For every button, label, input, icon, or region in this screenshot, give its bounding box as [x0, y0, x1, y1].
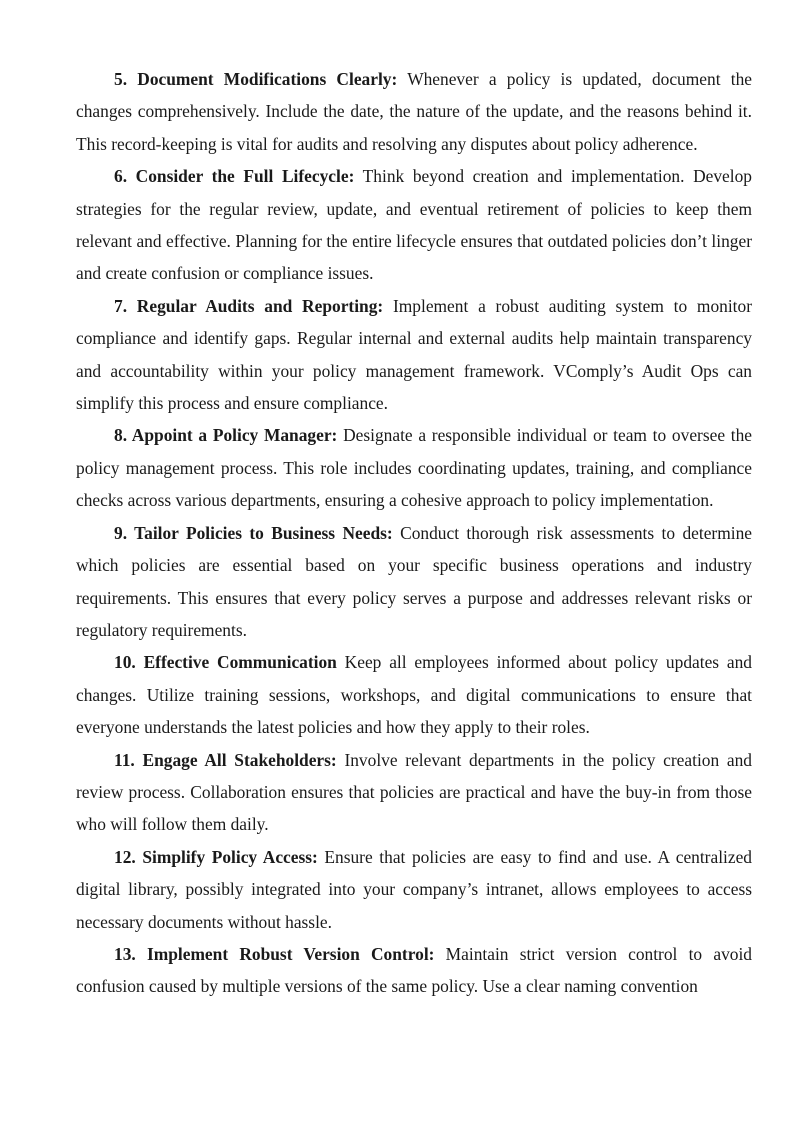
paragraph-engage-stakeholders: [76, 744, 752, 841]
paragraph-heading: 11. Engage All Stakeholders:: [114, 749, 337, 770]
paragraph-body: Implement a robust auditing system to monitor compliance and identify gaps. Regular internal and external audits help maintain transparency and accountability within your policy management framework. VComply’s Audit Ops can simplify this process and ensure compliance.: [76, 295, 752, 414]
paragraph-body: Designate a responsible individual or team to oversee the policy management process. This role includes coordinating updates, training, and compliance checks across various departments, ensuring a cohesive approach to policy implementation.: [76, 425, 753, 511]
paragraph-body: Ensure that policies are easy to find and use. A centralized digital library, possibly integrated into your company’s intranet, allows employees to access necessary documents without hassle.: [76, 846, 752, 932]
paragraph-effective-communication: [76, 646, 752, 743]
paragraph-body: Maintain strict version control to avoid confusion caused by multiple versions of the same policy. Use a clear naming convention: [76, 943, 752, 997]
paragraph-heading: 8. Appoint a Policy Manager:: [114, 425, 338, 446]
paragraph-tailor-policies: [76, 517, 752, 647]
paragraph-policy-manager: [76, 419, 752, 516]
paragraph-body: Keep all employees informed about policy updates and changes. Utilize training sessions, workshops, and digital communications to ensure that everyone understands the latest policies and how they apply to their roles.: [76, 652, 752, 738]
paragraph-body: Conduct thorough risk assessments to determine which policies are essential based on your specific business operations and industry requirements. This ensures that every policy serves a purpose and addresses relevant risks or regulatory requirements.: [76, 522, 752, 640]
paragraph-simplify-access: [76, 841, 752, 938]
document-page: [76, 63, 752, 1003]
paragraph-body: Involve relevant departments in the policy creation and review process. Collaboration ensures that policies are practical and have the buy-in from those who will follow them daily.: [76, 749, 753, 835]
paragraph-version-control: [76, 938, 752, 1003]
paragraph-document-modifications: [76, 63, 752, 160]
paragraph-audits-reporting: [76, 290, 752, 420]
paragraph-heading: 13. Implement Robust Version Control:: [114, 943, 435, 964]
paragraph-body: Think beyond creation and implementation. Develop strategies for the regular review, update, and eventual retirement of policies to keep them relevant and effective. Planning for the entire lifecycle ensures that outdated policies don’t linger and create confusion or compliance issues.: [76, 166, 752, 284]
paragraph-heading: 5. Document Modifications Clearly:: [114, 69, 398, 89]
paragraph-heading: 6. Consider the Full Lifecycle:: [114, 166, 355, 187]
paragraph-heading: 7. Regular Audits and Reporting:: [114, 295, 384, 316]
paragraph-heading: 9. Tailor Policies to Business Needs:: [114, 522, 393, 543]
paragraph-full-lifecycle: [76, 160, 752, 290]
paragraph-body: Whenever a policy is updated, document the changes comprehensively. Include the date, the nature of the update, and the reasons behind it. This record-keeping is vital for audits and resolving any disputes about policy adherence.: [76, 69, 752, 154]
paragraph-heading: 10. Effective Communication: [114, 652, 337, 673]
paragraph-heading: 12. Simplify Policy Access:: [114, 846, 318, 867]
